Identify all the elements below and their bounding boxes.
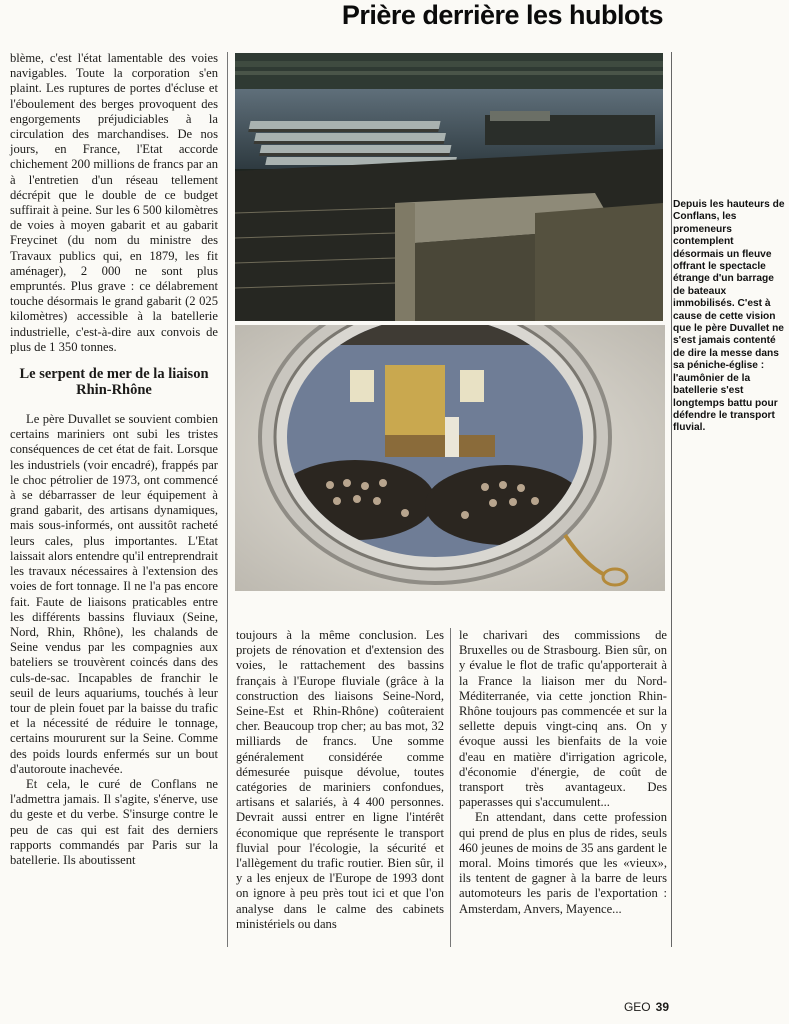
column-rule <box>450 628 451 947</box>
paragraph: blème, c'est l'état lamentable des voies navigables. Toute la corporation s'en plaint. Les ruptures de portes d'écluse et l'éboulement des berges provoquent des engorgements préjudiciables à la circulation des marchandises. De nos jours, en France, l'Etat accorde chichement 200 millions de francs par an à l'entretien d'un réseau tellement décrépit que le double de ce budget suffirait à peine. Sur les 6 500 kilomètres de voies à moyen gabarit et au gabarit Freycinet (du nom du ministre des Travaux publics qui, en 1879, les fit aménager), 2 000 ne sont plus empruntés. Plus grave : ce délabrement touche désormais le grand gabarit (2 025 kilomètres) accessible à la batellerie industrielle, c'est-à-dire aux convois de plus de 1 350 tonnes. <box>10 51 218 354</box>
paragraph: le charivari des commissions de Bruxelles ou de Strasbourg. Bien sûr, on y évalue le flot de trafic qu'apporterait à la France la liaison mer du Nord-Méditerranée, via cette jonction Rhin-Rhône toujours pas commencée et sur la sellette depuis vingt-cinq ans. On y évoque aussi les bienfaits de la voie d'eau en matière d'irrigation agricole, d'économie d'énergie, de coût de transport très avantageux. Des paperasses qui s'accumulent... <box>459 628 667 810</box>
paragraph: toujours à la même conclusion. Les projets de rénovation et d'extension des voies, le rattachement des bassins français à l'Europe fluviale (grâce à la construction des liaisons Seine-Nord, Seine-Est et Rhin-Rhône) coûteraient cher. Beaucoup trop cher; au bas mot, 32 milliards de francs. Une somme généralement considérée comme démesurée puisque dévolue, toutes catégories de mariniers confondues, artisans et salariés, à 4 400 personnes. Devrait aussi entrer en ligne l'intérêt économique que représente le transport fluvial pour l'écologie, la sécurité et l'allègement du trafic routier. Bien sûr, il y a les enjeux de l'Europe de 1993 dont on ignore à peu près tout ici et que l'on analyse dans le calme des cabinets ministériels ou dans <box>236 628 444 931</box>
page-footer <box>624 1000 669 1014</box>
text-column-2 <box>236 628 444 932</box>
paragraph: Le père Duvallet se souvient combien certains mariniers ont subi les tristes conséquences de cet état de fait. Lorsque les industriels (voir encadré), frappés par le choc pétrolier de 1973, ont commencé à se débarrasser de leur équipement à grand gabarit, des artisans dynamiques, mais sous-informés, ont aussitôt racheté leurs cales, plus importantes. L'Etat laissait alors entendre qu'il entreprendrait les travaux nécessaires à l'extension des voies de fort tonnage. Il ne l'a pas encore fait. Faute de liaisons praticables entre les différents bassins fluviaux (Seine, Nord, Rhin, Rhône), les chalands de Seine vendus par les compagnies aux bateliers se trouvèrent coincés dans des culs-de-sac. Incapables de franchir le seuil de leurs aquariums, touchés à leur tour de plein fouet par la baisse du trafic et la nécessité de réduire le tonnage, certains moururent sur la Seine. Comme des poids lourds enfermés sur un bout d'autoroute inachevée. <box>10 412 218 776</box>
column-rule <box>227 52 228 947</box>
photo-barges-river <box>235 53 663 321</box>
paragraph: En attendant, dans cette profession qui prend de plus en plus de rides, seuls 460 jeunes de moins de 35 ans gardent le moral. Moins timorés que les «vieux», ils tentent de gagner à la barre de leurs automoteurs les paris de l'exportation : Amsterdam, Anvers, Mayence... <box>459 810 667 916</box>
magazine-name: GEO <box>623 1000 651 1014</box>
paragraph: Et cela, le curé de Conflans ne l'admettra jamais. Il s'agite, s'énerve, use du geste et du verbe. S'insurge contre le peu de cas qui est fait des derniers rapports commandés par Paris sur la batellerie. Ils aboutissent <box>10 776 218 867</box>
photo-caption: Depuis les hauteurs de Conflans, les promeneurs contemplent désormais un fleuve offrant le spectacle étrange d'un barrage de bateaux immobilisés. C'est à cause de cette vision que le père Duvallet ne s'est jamais contenté de dire la messe dans sa péniche-église : l'aumônier de la batellerie s'est longtemps battu pour défendre le transport fluvial. <box>673 199 785 434</box>
page-number: 39 <box>655 1000 669 1014</box>
text-column-1 <box>10 51 218 868</box>
caption-rule <box>671 52 672 947</box>
photo-porthole-mass <box>235 325 665 591</box>
article-title: Prière derrière les hublots <box>341 0 663 30</box>
section-subheading: Le serpent de mer de la liaison Rhin-Rhône <box>19 366 209 398</box>
text-column-3 <box>459 628 667 917</box>
